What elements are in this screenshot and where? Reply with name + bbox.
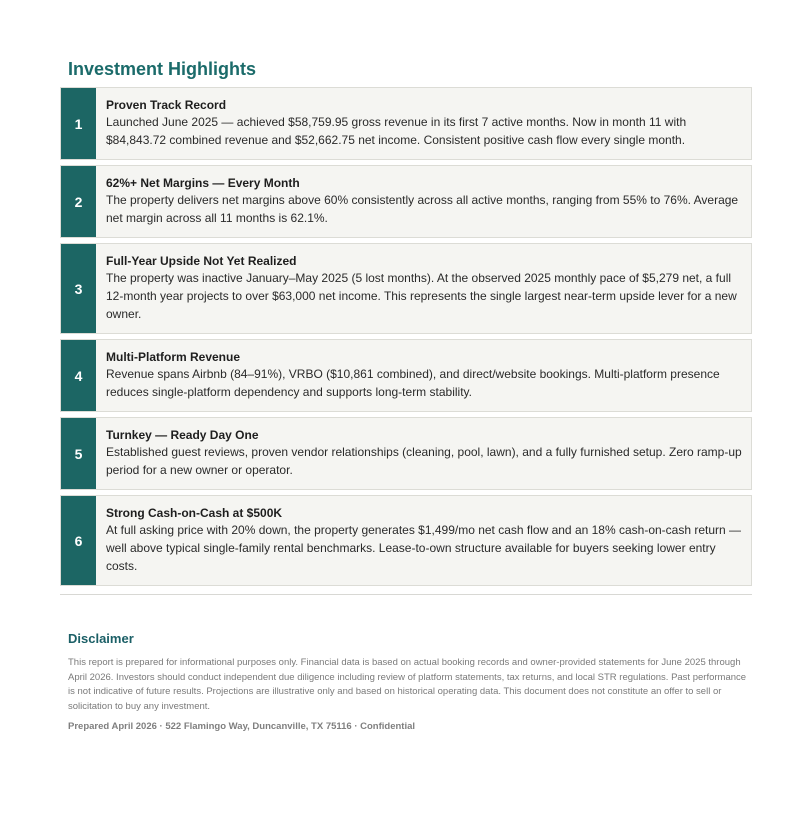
highlight-title: Multi-Platform Revenue (106, 350, 241, 364)
highlight-item (60, 417, 752, 490)
highlight-item (60, 495, 752, 586)
highlight-body (96, 418, 751, 489)
section-divider (60, 594, 752, 595)
highlight-body (96, 244, 751, 333)
highlight-number: 4 (61, 340, 96, 411)
highlight-item (60, 87, 752, 160)
prepared-footer: Prepared April 2026 · 522 Flamingo Way, Duncanville, TX 75116 · Confidential (68, 721, 416, 732)
highlights-list (60, 87, 752, 591)
highlight-body (96, 496, 751, 585)
highlight-item (60, 243, 752, 334)
highlight-body (96, 340, 751, 411)
highlight-number: 1 (61, 88, 96, 159)
highlight-number: 5 (61, 418, 96, 489)
highlight-text: The property was inactive January–May 2025 (5 lost months). At the observed 2025 monthly pace of $5,279 net, a full 12-month year projects to over $63,000 net income. This represents the single largest near-term upside lever for a new owner. (106, 271, 737, 321)
highlight-body (96, 166, 751, 237)
section-title: Investment Highlights (68, 59, 257, 79)
highlight-text: Launched June 2025 — achieved $58,759.95 gross revenue in its first 7 active months. Now in month 11 with $84,843.72 combined revenue and $52,662.75 net income. Consistent positive cash flow every single month. (106, 115, 687, 147)
highlight-text: At full asking price with 20% down, the property generates $1,499/mo net cash flow and an 18% cash-on-cash return — well above typical single-family rental benchmarks. Lease-to-own structure available for buyers seeking lower entry costs. (106, 523, 742, 573)
highlight-title: Proven Track Record (106, 98, 227, 112)
highlight-text: Established guest reviews, proven vendor relationships (cleaning, pool, lawn), and a fully furnished setup. Zero ramp-up period for a new owner or operator. (106, 445, 742, 477)
disclaimer-title: Disclaimer (68, 631, 134, 646)
highlight-title: Strong Cash-on-Cash at $500K (106, 506, 283, 520)
highlight-title: Turnkey — Ready Day One (106, 428, 259, 442)
highlight-text: Revenue spans Airbnb (84–91%), VRBO ($10,861 combined), and direct/website bookings. Multi-platform presence reduces single-platform dependency and supports long-term stability. (106, 367, 720, 399)
highlight-number: 2 (61, 166, 96, 237)
highlight-title: Full-Year Upside Not Yet Realized (106, 254, 297, 268)
disclaimer-text: This report is prepared for informational purposes only. Financial data is based on actual booking records and owner-provided statements for June 2025 through April 2026. Investors should conduct independent due diligence including review of platform statements, tax returns, and local STR regulations. Past performance is not indicative of future results. Projections are illustrative only and based on historical operating data. This document does not constitute an offer to sell or solicitation to buy any investment. (68, 657, 747, 712)
highlight-number: 3 (61, 244, 96, 333)
highlight-item (60, 339, 752, 412)
highlight-number: 6 (61, 496, 96, 585)
highlight-item (60, 165, 752, 238)
highlight-title: 62%+ Net Margins — Every Month (106, 176, 300, 190)
highlight-text: The property delivers net margins above 60% consistently across all active months, ranging from 55% to 76%. Average net margin across all 11 months is 62.1%. (106, 193, 739, 225)
highlight-body (96, 88, 751, 159)
